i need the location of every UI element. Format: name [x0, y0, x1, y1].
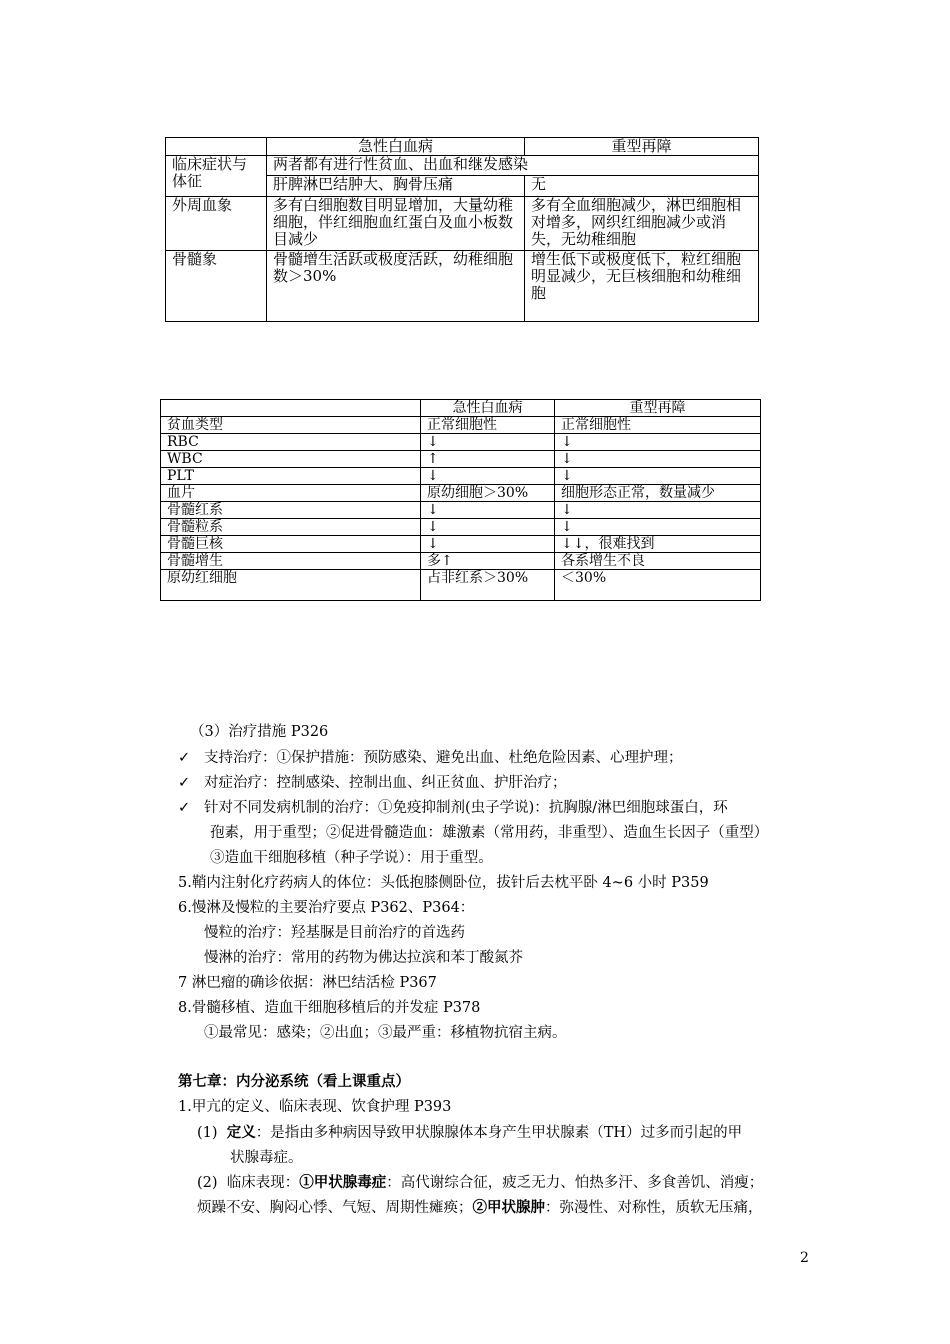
checkmark-icon: ✓ — [178, 800, 191, 816]
table-header-cell: 急性白血病 — [267, 138, 525, 156]
page-number: 2 — [800, 1250, 809, 1266]
list-item: 1.甲亢的定义、临床表现、饮食护理 P393 — [178, 1099, 452, 1115]
item-number: (2) — [197, 1175, 218, 1191]
table-cell: 无 — [525, 176, 759, 197]
checkmark-icon: ✓ — [178, 775, 191, 791]
table-cell: ↓ — [555, 434, 761, 451]
row-label: WBC — [161, 451, 421, 468]
table-row — [161, 434, 761, 451]
row-label: 原幼红细胞 — [161, 570, 421, 601]
row-label: 骨髓增生 — [161, 553, 421, 570]
list-subitem: 慢粒的治疗：羟基脲是目前治疗的首选药 — [204, 925, 465, 941]
bullet-continuation: ③造血干细胞移植（种子学说）：用于重型。 — [210, 850, 493, 866]
table-cell: ↓↓，很难找到 — [555, 536, 761, 553]
table-row — [166, 251, 759, 322]
comparison-table-1 — [165, 137, 759, 322]
row-label: PLT — [161, 468, 421, 485]
table-header-cell — [166, 138, 267, 156]
table-cell: 细胞形态正常，数量减少 — [555, 485, 761, 502]
table-header-cell: 重型再障 — [555, 400, 761, 417]
row-label: 外周血象 — [166, 197, 267, 251]
clinical-prefix: 临床表现： — [226, 1175, 300, 1191]
list-item: 8.骨髓移植、造血干细胞移植后的并发症 P378 — [178, 1000, 481, 1016]
table-row — [161, 417, 761, 434]
definition-text: ：是指由多种病因导致甲状腺腺体本身产生甲状腺素（TH）过多而引起的甲 — [255, 1125, 743, 1141]
bullet-item — [178, 798, 728, 818]
list-subitem: ①最常见：感染；②出血；③最严重：移植物抗宿主病。 — [204, 1025, 567, 1041]
table-header-cell: 急性白血病 — [421, 400, 555, 417]
table-cell: 正常细胞性 — [555, 417, 761, 434]
row-label: 血片 — [161, 485, 421, 502]
table-header-row — [166, 138, 759, 156]
table-row — [161, 519, 761, 536]
table-cell: ↓ — [555, 519, 761, 536]
definition-continuation: 状腺毒症。 — [230, 1150, 303, 1166]
table-cell: ↓ — [421, 536, 555, 553]
table-row — [161, 451, 761, 468]
bullet-text: 支持治疗：①保护措施：预防感染、避免出血、杜绝危险因素、心理护理； — [204, 750, 683, 766]
bullet-text: 对症治疗：控制感染、控制出血、纠正贫血、护肝治疗； — [204, 775, 567, 791]
table-cell: 多↑ — [421, 553, 555, 570]
table-cell: 多有白细胞数目明显增加，大量幼稚细胞，伴红细胞血红蛋白及血小板数目减少 — [267, 197, 525, 251]
table-header-cell — [161, 400, 421, 417]
row-label: 骨髓象 — [166, 251, 267, 322]
table-cell: 各系增生不良 — [555, 553, 761, 570]
table-cell: ↑ — [421, 451, 555, 468]
table-cell: ↓ — [555, 468, 761, 485]
table-cell: ＜30% — [555, 570, 761, 601]
table-row — [161, 468, 761, 485]
list-item: 6.慢淋及慢粒的主要治疗要点 P362、P364： — [178, 900, 475, 916]
table-row — [161, 570, 761, 601]
table-cell: ↓ — [421, 519, 555, 536]
table-cell: ↓ — [555, 451, 761, 468]
table-row — [161, 502, 761, 519]
table-cell: ↓ — [421, 468, 555, 485]
table-row — [161, 485, 761, 502]
bullet-item — [178, 748, 683, 768]
item-number: (1) — [197, 1125, 218, 1141]
table-cell: 增生低下或极度低下，粒红细胞明显减少，无巨核细胞和幼稚细胞 — [525, 251, 759, 322]
bullet-text: 针对不同发病机制的治疗：①免疫抑制剂(虫子学说)：抗胸腺/淋巴细胞球蛋白，环 — [204, 800, 728, 816]
row-label: 骨髓粒系 — [161, 519, 421, 536]
table-cell: 多有全血细胞减少，淋巴细胞相对增多，网织红细胞减少或消失，无幼稚细胞 — [525, 197, 759, 251]
table-row — [161, 553, 761, 570]
clinical-line — [197, 1173, 763, 1193]
bullet-item — [178, 773, 567, 793]
bullet-continuation: 孢素，用于重型；②促进骨髓造血：雄激素（常用药，非重型）、造血生长因子（重型） — [210, 825, 769, 841]
clinical-text: ：弥漫性、对称性，质软无压痛， — [545, 1200, 763, 1216]
list-item: 7 淋巴瘤的确诊依据：淋巴结活检 P367 — [178, 975, 437, 991]
table-cell: ↓ — [421, 434, 555, 451]
table-row — [166, 197, 759, 251]
clinical-text: 烦躁不安、胸闷心悸、气短、周期性瘫痪； — [197, 1200, 473, 1216]
row-label: RBC — [161, 434, 421, 451]
section-heading: （3）治疗措施 P326 — [190, 724, 329, 740]
table-cell: 肝脾淋巴结肿大、胸骨压痛 — [267, 176, 525, 197]
comparison-table-2 — [160, 399, 761, 601]
table-cell: ↓ — [421, 502, 555, 519]
table-cell: 两者都有进行性贫血、出血和继发感染 — [267, 156, 759, 176]
table-row — [161, 536, 761, 553]
row-label: 骨髓红系 — [161, 502, 421, 519]
chapter-heading: 第七章：内分泌系统（看上课重点） — [178, 1074, 410, 1090]
clinical-text: ：高代谢综合征，疲乏无力、怕热多汗、多食善饥、消瘦； — [386, 1175, 764, 1191]
row-label: 临床症状与体征 — [166, 156, 267, 197]
row-label: 骨髓巨核 — [161, 536, 421, 553]
table-cell: ↓ — [555, 502, 761, 519]
table-cell: 骨髓增生活跃或极度活跃，幼稚细胞数＞30% — [267, 251, 525, 322]
row-label: 贫血类型 — [161, 417, 421, 434]
clinical-continuation — [197, 1198, 763, 1218]
table-row — [166, 156, 759, 176]
table-header-row — [161, 400, 761, 417]
list-subitem: 慢淋的治疗：常用的药物为佛达拉滨和苯丁酸氮芥 — [204, 950, 523, 966]
clinical-term: ②甲状腺肿 — [472, 1199, 545, 1216]
list-item: 5.鞘内注射化疗药病人的体位：头低抱膝侧卧位，拔针后去枕平卧 4~6 小时 P359 — [178, 875, 709, 891]
definition-line — [197, 1123, 742, 1143]
table-header-cell: 重型再障 — [525, 138, 759, 156]
definition-label: 定义 — [226, 1124, 256, 1141]
clinical-term: ①甲状腺毒症 — [299, 1174, 387, 1191]
table-cell: 正常细胞性 — [421, 417, 555, 434]
table-cell: 占非红系＞30% — [421, 570, 555, 601]
table-cell: 原幼细胞＞30% — [421, 485, 555, 502]
checkmark-icon: ✓ — [178, 750, 191, 766]
